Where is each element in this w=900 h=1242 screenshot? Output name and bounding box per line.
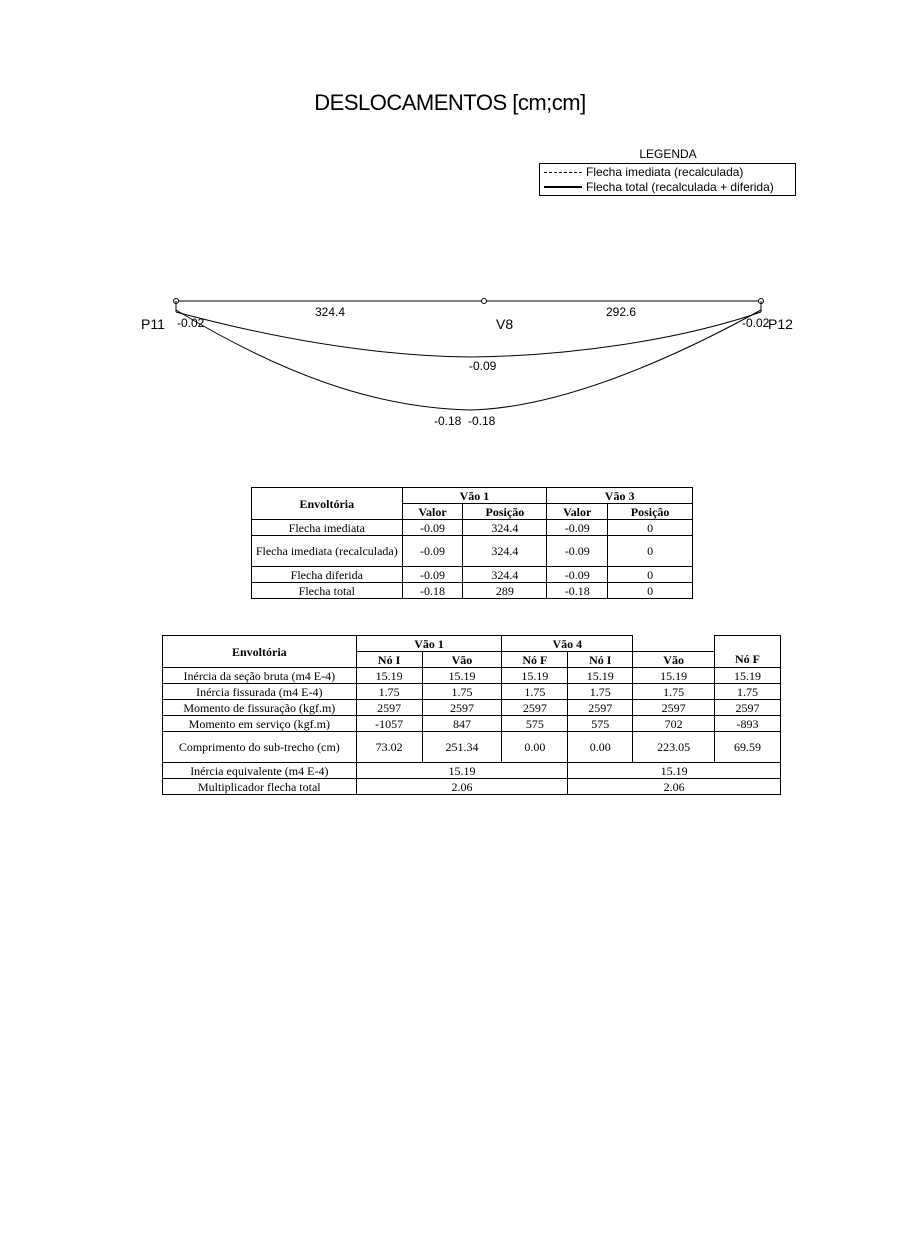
span-length-right: 292.6	[606, 305, 637, 319]
table-cell: 289	[463, 583, 547, 599]
table-cell: 2597	[422, 700, 502, 716]
table-row	[163, 779, 781, 795]
table-header-envelope: Envoltória	[252, 488, 403, 520]
mid-total-value: -0.18	[468, 414, 496, 428]
table-cell: -0.09	[402, 520, 463, 536]
empty-header-cell	[715, 636, 781, 652]
row-label: Momento em serviço (kgf.m)	[163, 716, 357, 732]
table-cell: 15.19	[422, 668, 502, 684]
table-cell: -0.09	[547, 520, 608, 536]
table-row	[163, 732, 781, 763]
legend-title: LEGENDA	[639, 147, 697, 161]
table-row	[163, 700, 781, 716]
row-label: Momento de fissuração (kgf.m)	[163, 700, 357, 716]
table-cell: 1.75	[715, 684, 781, 700]
empty-header-cell	[633, 636, 715, 652]
mid-total-value: -0.18	[434, 414, 462, 428]
beam-label: V8	[496, 316, 514, 332]
table-row	[163, 684, 781, 700]
end-value-left: -0.02	[177, 316, 205, 330]
table-subheader: Posição	[463, 504, 547, 520]
row-label: Inércia fissurada (m4 E-4)	[163, 684, 357, 700]
table-cell: 324.4	[463, 567, 547, 583]
support-label-right: P12	[768, 316, 793, 332]
table-cell: 0.00	[568, 732, 633, 763]
table-cell: 2.06	[568, 779, 781, 795]
legend-item-label: Flecha imediata (recalculada)	[586, 165, 744, 179]
page-title: DESLOCAMENTOS [cm;cm]	[314, 90, 586, 115]
table-header-span: Vão 1	[356, 636, 502, 652]
table-cell: -0.09	[547, 536, 608, 567]
row-label: Flecha imediata	[252, 520, 403, 536]
table-header-span: Vão 1	[402, 488, 547, 504]
table-cell: 1.75	[356, 684, 422, 700]
table-row	[163, 668, 781, 684]
table-subheader: Nó I	[568, 652, 633, 668]
table-row	[252, 583, 693, 599]
table-cell: 1.75	[568, 684, 633, 700]
end-value-right: -0.02	[742, 316, 770, 330]
table-cell: 15.19	[356, 668, 422, 684]
table-subheader: Nó F	[715, 652, 781, 668]
table-cell: 847	[422, 716, 502, 732]
table-cell: 0	[608, 567, 693, 583]
table-subheader: Nó I	[356, 652, 422, 668]
table-cell: 2597	[502, 700, 568, 716]
table-cell: 15.19	[356, 763, 568, 779]
table-cell: -0.09	[547, 567, 608, 583]
table-cell: -0.09	[402, 567, 463, 583]
row-label: Flecha total	[252, 583, 403, 599]
table-cell: 2.06	[356, 779, 568, 795]
table-cell: 575	[568, 716, 633, 732]
table-cell: 324.4	[463, 536, 547, 567]
row-label: Multiplicador flecha total	[163, 779, 357, 795]
table-cell: -1057	[356, 716, 422, 732]
table-cell: -893	[715, 716, 781, 732]
table-subheader: Valor	[402, 504, 463, 520]
table-row	[163, 763, 781, 779]
table-cell: 0	[608, 583, 693, 599]
table-header-envelope: Envoltória	[163, 636, 357, 668]
table-header-span: Vão 3	[547, 488, 693, 504]
table-cell: 223.05	[633, 732, 715, 763]
table-cell: 2597	[633, 700, 715, 716]
table-cell: 73.02	[356, 732, 422, 763]
table-cell: -0.09	[402, 536, 463, 567]
table-subheader: Vão	[633, 652, 715, 668]
table-subheader: Nó F	[502, 652, 568, 668]
table-cell: 0.00	[502, 732, 568, 763]
table-cell: 2597	[356, 700, 422, 716]
table-cell: 324.4	[463, 520, 547, 536]
table-cell: 1.75	[502, 684, 568, 700]
table-cell: 15.19	[633, 668, 715, 684]
table-cell: 1.75	[422, 684, 502, 700]
table-cell: 2597	[568, 700, 633, 716]
table-header-span: Vão 4	[502, 636, 633, 652]
table-cell: 15.19	[502, 668, 568, 684]
support-node-middle	[482, 299, 487, 304]
table-cell: -0.18	[547, 583, 608, 599]
deflection-envelope-table	[251, 487, 693, 599]
immediate-deflection-curve	[176, 312, 761, 357]
table-cell: 0	[608, 520, 693, 536]
legend-item-label: Flecha total (recalculada + diferida)	[586, 180, 774, 194]
table-cell: 251.34	[422, 732, 502, 763]
row-label: Flecha imediata (recalculada)	[252, 536, 403, 567]
table-cell: 15.19	[568, 668, 633, 684]
mid-immediate-value: -0.09	[469, 359, 497, 373]
table-cell: 702	[633, 716, 715, 732]
support-label-left: P11	[141, 316, 165, 332]
table-cell: 69.59	[715, 732, 781, 763]
table-row	[252, 520, 693, 536]
row-label: Comprimento do sub-trecho (cm)	[163, 732, 357, 763]
table-cell: 575	[502, 716, 568, 732]
table-cell: -0.18	[402, 583, 463, 599]
table-subheader: Vão	[422, 652, 502, 668]
deflection-diagram	[0, 0, 900, 470]
span-length-left: 324.4	[315, 305, 346, 319]
table-row	[252, 567, 693, 583]
table-cell: 2597	[715, 700, 781, 716]
table-cell: 1.75	[633, 684, 715, 700]
table-row	[252, 536, 693, 567]
table-subheader: Posição	[608, 504, 693, 520]
table-subheader: Valor	[547, 504, 608, 520]
row-label: Inércia da seção bruta (m4 E-4)	[163, 668, 357, 684]
row-label: Inércia equivalente (m4 E-4)	[163, 763, 357, 779]
section-properties-table	[162, 635, 781, 795]
table-cell: 15.19	[568, 763, 781, 779]
table-row	[163, 716, 781, 732]
table-cell: 15.19	[715, 668, 781, 684]
row-label: Flecha diferida	[252, 567, 403, 583]
table-cell: 0	[608, 536, 693, 567]
